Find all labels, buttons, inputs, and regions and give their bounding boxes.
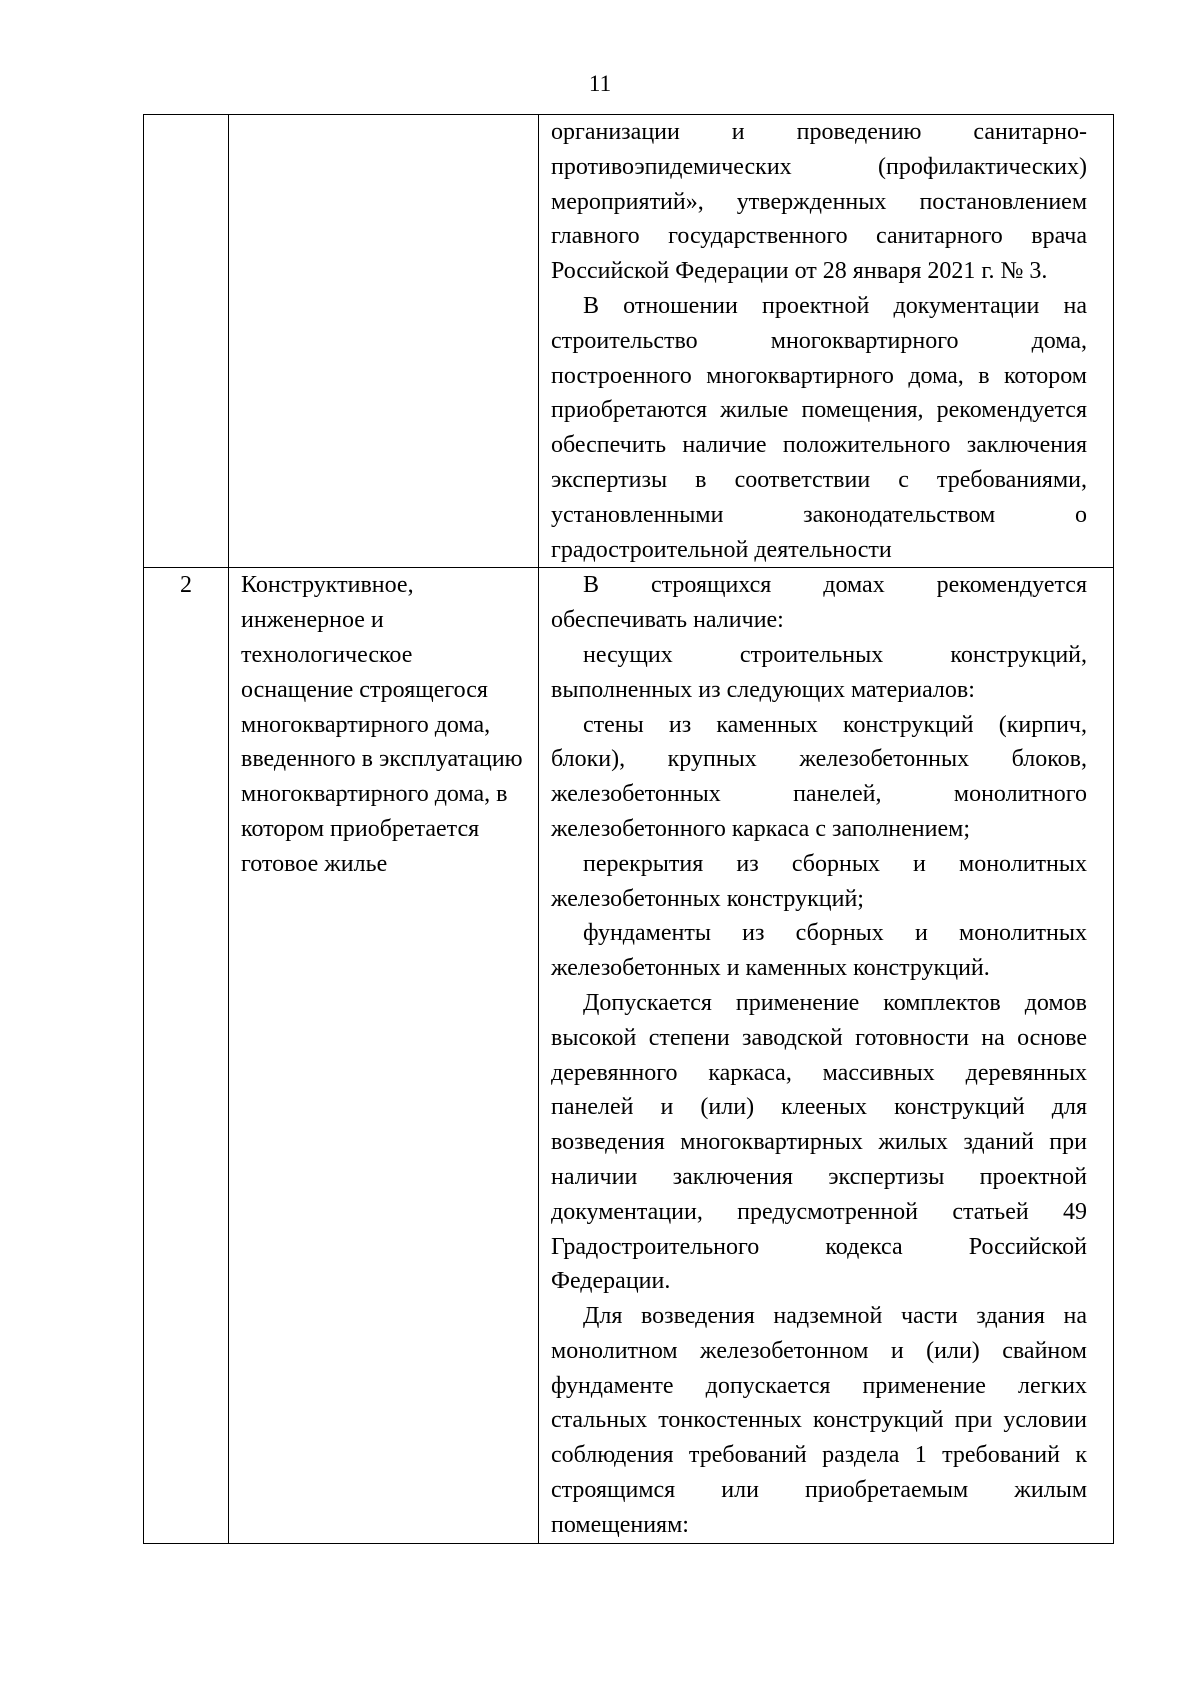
text-paragraph: фундаменты из сборных и монолитных железобетонных и каменных конструкций. bbox=[551, 920, 1087, 982]
text-paragraph: Допускается применение комплектов домов высокой степени заводской готовности на основе деревянного каркаса, массивных деревянных панелей и (или) клееных конструкций для возведения многоквартирных жилых зданий при наличии заключения экспертизы проектной документации, предусмотренной статьей 49 Градостроительного кодекса Российской Федерации. bbox=[551, 989, 1087, 1295]
table-row bbox=[144, 115, 1114, 568]
text-paragraph: организации и проведению санитарно-противоэпидемических (профилактических) мероприятий», утвержденных постановлением главного государственного санитарного врача Российской Федерации от 28 января 2021 г. № 3. bbox=[551, 119, 1087, 285]
table-row bbox=[144, 568, 1114, 1543]
text-paragraph: В строящихся домах рекомендуется обеспечивать наличие: bbox=[551, 572, 1087, 634]
row-number-cell bbox=[144, 115, 229, 568]
row-text-cell bbox=[539, 115, 1114, 568]
page-number: 11 bbox=[588, 71, 612, 96]
text-paragraph: несущих строительных конструкций, выполненных из следующих материалов: bbox=[551, 641, 1087, 703]
requirements-table bbox=[143, 114, 1114, 1544]
text-paragraph: стены из каменных конструкций (кирпич, блоки), крупных железобетонных блоков, железобетонных панелей, монолитного железобетонного каркаса с заполнением; bbox=[551, 711, 1087, 842]
text-paragraph: Для возведения надземной части здания на монолитном железобетонном и (или) свайном фундаменте допускается применение легких стальных тонкостенных конструкций при условии соблюдения требований раздела 1 требований к строящимся или приобретаемым жилым помещениям: bbox=[551, 1303, 1087, 1538]
text-paragraph: В отношении проектной документации на строительство многоквартирного дома, построенного многоквартирного дома, в котором приобретаются жилые помещения, рекомендуется обеспечить наличие положительного заключения экспертизы в соответствии с требованиями, установленными законодательством о градостроительной деятельности bbox=[551, 292, 1087, 563]
row-name-cell: Конструктивное, инженерное и технологическое оснащение строящегося многоквартирного дома, введенного в эксплуатацию многоквартирного дома, в котором приобретается готовое жилье bbox=[229, 568, 539, 1543]
row-number-cell: 2 bbox=[144, 568, 229, 1543]
row-name-cell bbox=[229, 115, 539, 568]
text-paragraph: перекрытия из сборных и монолитных железобетонных конструкций; bbox=[551, 850, 1087, 912]
row-text-cell bbox=[539, 568, 1114, 1543]
